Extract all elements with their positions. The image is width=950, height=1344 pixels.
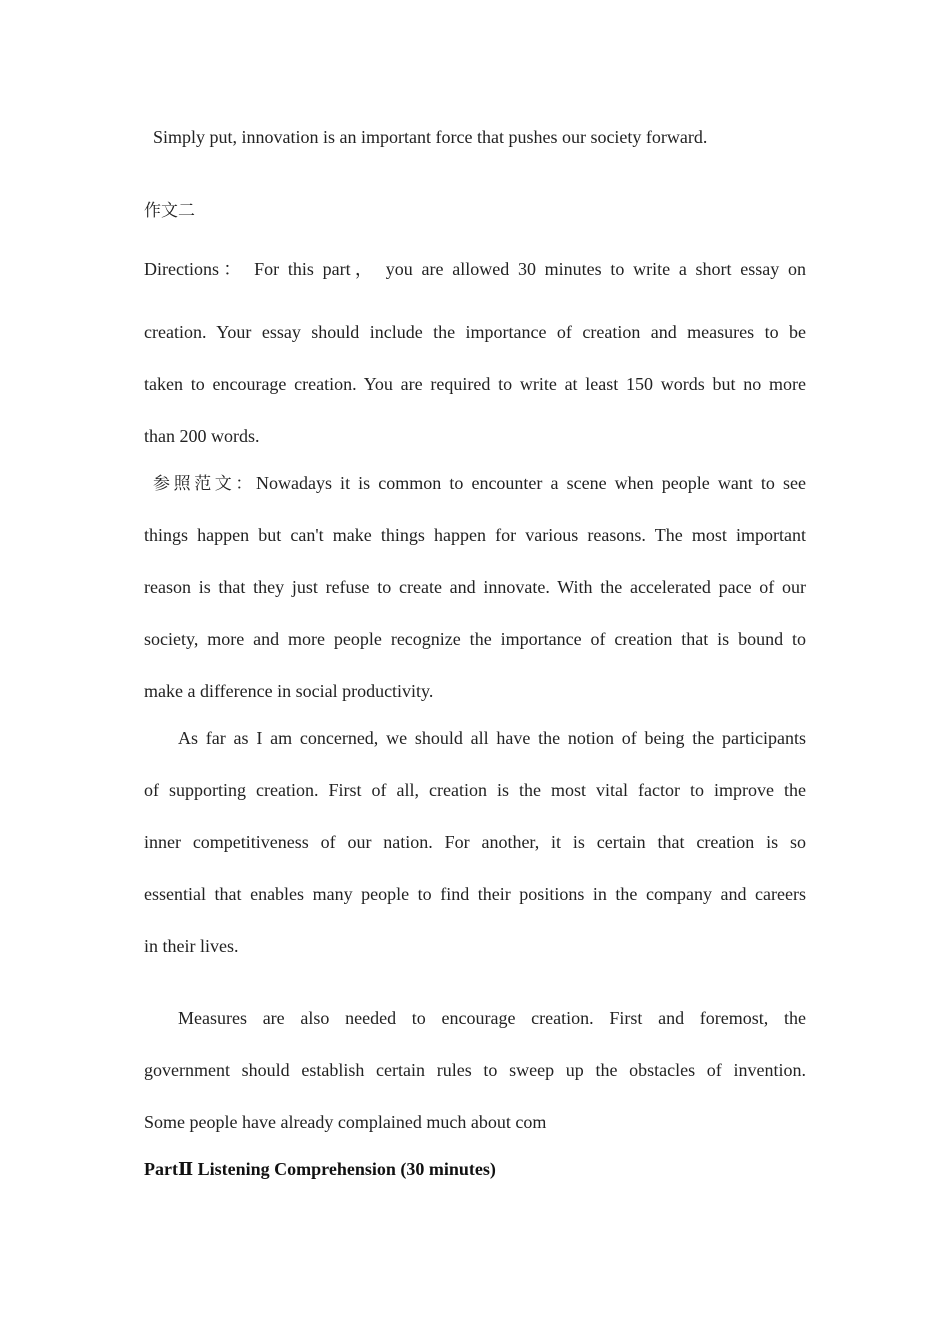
paragraph2-line-4: essential that enables many people to find their positions in the company and careers <box>144 884 806 904</box>
sample-line-2: things happen but can't make things happen for various reasons. The most important <box>144 525 806 545</box>
intro-line: Simply put, innovation is an important force that pushes our society forward. <box>153 127 708 147</box>
part-heading: PartⅡ Listening Comprehension (30 minutes) <box>144 1159 496 1179</box>
directions-line-1 <box>144 258 806 280</box>
paragraph3-line-2: government should establish certain rules to sweep up the obstacles of invention. <box>144 1060 806 1080</box>
paragraph2-line-5: in their lives. <box>144 936 239 956</box>
sample-line-1 <box>153 472 806 495</box>
paragraph3-line-3: Some people have already complained much about com <box>144 1112 547 1132</box>
directions-line-3: taken to encourage creation. You are required to write at least 150 words but no more <box>144 374 806 394</box>
directions-text: For this part， you are allowed 30 minutes to write a short essay on <box>254 259 806 279</box>
paragraph2-line-2: of supporting creation. First of all, creation is the most vital factor to improve the <box>144 780 806 800</box>
sample-text: Nowadays it is common to encounter a scene when people want to see <box>255 473 806 493</box>
sample-line-3: reason is that they just refuse to create and innovate. With the accelerated pace of our <box>144 577 806 597</box>
directions-line-2: creation. Your essay should include the importance of creation and measures to be <box>144 322 806 342</box>
directions-label: Directions： <box>144 259 246 279</box>
sample-line-5: make a difference in social productivity. <box>144 681 434 701</box>
directions-line-4: than 200 words. <box>144 426 260 446</box>
section-heading: 作文二 <box>144 201 195 221</box>
sample-label: 参照范文： <box>153 474 256 494</box>
paragraph3-line-1: Measures are also needed to encourage creation. First and foremost, the <box>178 1008 806 1028</box>
paragraph2-line-1: As far as I am concerned, we should all have the notion of being the participants <box>178 728 806 748</box>
sample-line-4: society, more and more people recognize the importance of creation that is bound to <box>144 629 806 649</box>
paragraph2-line-3: inner competitiveness of our nation. For another, it is certain that creation is so <box>144 832 806 852</box>
